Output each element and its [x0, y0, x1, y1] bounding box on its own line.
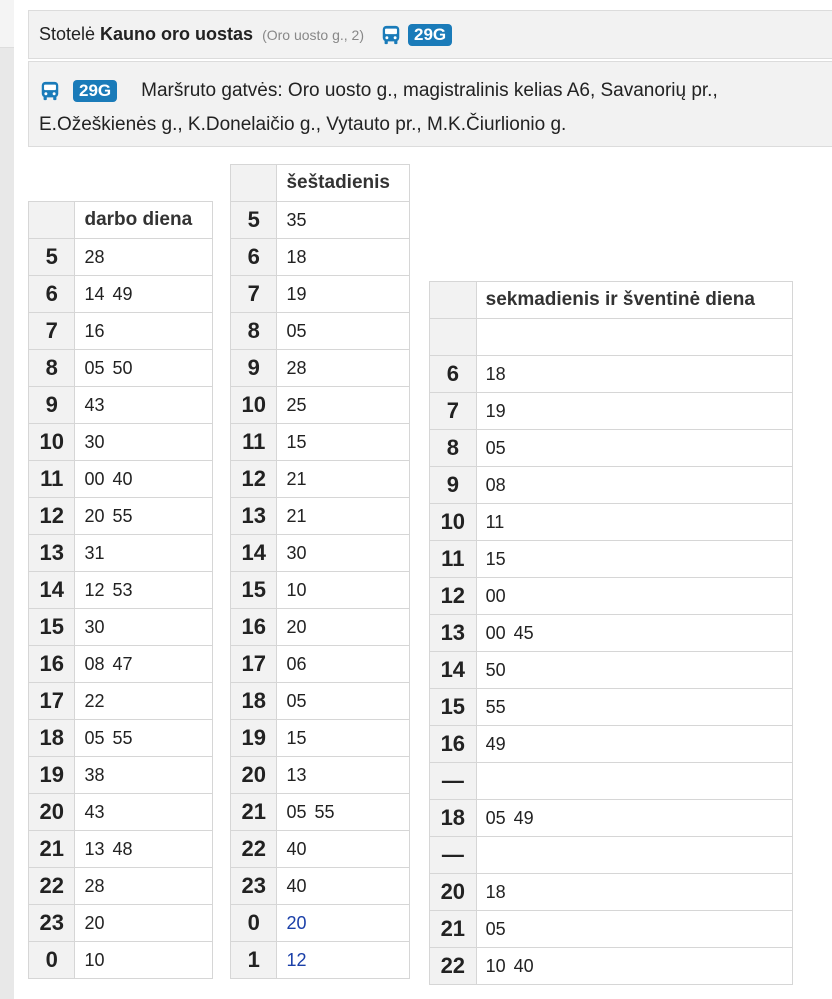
- hour-cell: 6: [29, 276, 75, 313]
- hour-cell: 20: [29, 794, 75, 831]
- hour-cell: 17: [231, 646, 277, 683]
- minutes-cell: [75, 239, 213, 276]
- timetable-saturday: [230, 164, 410, 979]
- timetable-row: [231, 239, 410, 276]
- minutes-cell: [75, 313, 213, 350]
- minutes-cell: [476, 541, 792, 578]
- departure-minute: 00: [84, 468, 105, 489]
- timetable-row: [29, 276, 213, 313]
- departure-minute: 12: [286, 949, 307, 970]
- timetable-row: [430, 319, 793, 356]
- departure-minute: 31: [84, 542, 105, 563]
- timetable-row: [430, 763, 793, 800]
- departure-minute: 53: [112, 579, 133, 600]
- departure-minute: 06: [286, 653, 307, 674]
- timetable-row: [430, 393, 793, 430]
- timetable-row: [29, 387, 213, 424]
- timetable-row: [29, 905, 213, 942]
- route-badge[interactable]: 29G: [73, 80, 117, 102]
- hour-cell: 15: [29, 609, 75, 646]
- timetable-row: [29, 313, 213, 350]
- hour-cell: 22: [430, 948, 477, 985]
- minutes-cell: [476, 467, 792, 504]
- day-type-header: šeštadienis: [277, 165, 410, 202]
- timetable-row: [430, 541, 793, 578]
- timetable-row: [231, 831, 410, 868]
- timetable-row: [430, 652, 793, 689]
- hour-cell: 18: [29, 720, 75, 757]
- hour-cell: 15: [430, 689, 477, 726]
- left-panel-notch: [0, 0, 14, 48]
- hour-cell: 14: [29, 572, 75, 609]
- timetable-row: [231, 350, 410, 387]
- hour-cell: 14: [231, 535, 277, 572]
- departure-minute: 18: [485, 363, 506, 384]
- minutes-cell: [476, 504, 792, 541]
- departure-minute: 50: [485, 659, 506, 680]
- minutes-cell: [75, 572, 213, 609]
- timetable-row: [430, 467, 793, 504]
- minutes-cell: [476, 652, 792, 689]
- minutes-cell: [277, 720, 410, 757]
- hour-cell: 21: [29, 831, 75, 868]
- hour-cell: 14: [430, 652, 477, 689]
- day-type-header: sekmadienis ir šventinė diena: [476, 282, 792, 319]
- timetable-row: [231, 313, 410, 350]
- timetable-row: [430, 504, 793, 541]
- timetable-row: [430, 837, 793, 874]
- minutes-cell: [476, 911, 792, 948]
- hour-cell: 19: [29, 757, 75, 794]
- timetable-row: [231, 461, 410, 498]
- hour-header: [231, 165, 277, 202]
- timetable-row: [29, 424, 213, 461]
- hour-cell: 6: [231, 239, 277, 276]
- departure-minute: 12: [84, 579, 105, 600]
- timetable-row: [430, 578, 793, 615]
- hour-cell: 10: [231, 387, 277, 424]
- minutes-cell: [75, 942, 213, 979]
- timetable-row: [231, 794, 410, 831]
- minutes-cell: [75, 276, 213, 313]
- hour-cell: 20: [231, 757, 277, 794]
- minutes-cell: [277, 942, 410, 979]
- timetable-row: [29, 942, 213, 979]
- departure-minute: 21: [286, 468, 307, 489]
- minutes-cell: [277, 683, 410, 720]
- timetable-row: [29, 831, 213, 868]
- hour-cell: 0: [231, 905, 277, 942]
- departure-minute: 19: [286, 283, 307, 304]
- hour-cell: 11: [231, 424, 277, 461]
- minutes-cell: [476, 615, 792, 652]
- timetable-sunday: [429, 281, 793, 985]
- departure-minute: 47: [112, 653, 133, 674]
- hour-cell: 18: [231, 683, 277, 720]
- departure-minute: 10: [485, 955, 506, 976]
- departure-minute: 19: [485, 400, 506, 421]
- hour-cell: 6: [430, 356, 477, 393]
- minutes-cell: [277, 461, 410, 498]
- minutes-cell: [476, 430, 792, 467]
- bus-icon: [39, 80, 61, 102]
- departure-minute: 05: [286, 320, 307, 341]
- departure-minute: 49: [485, 733, 506, 754]
- minutes-cell: [277, 424, 410, 461]
- hour-cell: —: [430, 763, 477, 800]
- minutes-cell: [277, 757, 410, 794]
- hour-cell: 13: [430, 615, 477, 652]
- hour-cell: 23: [29, 905, 75, 942]
- hour-header: [29, 202, 75, 239]
- departure-minute: 20: [84, 505, 105, 526]
- stop-address: (Oro uosto g., 2): [262, 26, 364, 43]
- departure-minute: 00: [485, 585, 506, 606]
- minutes-cell: [476, 874, 792, 911]
- minutes-cell: [277, 868, 410, 905]
- route-badge-link[interactable]: 29G: [408, 24, 452, 46]
- departure-minute: 13: [286, 764, 307, 785]
- hour-cell: 9: [231, 350, 277, 387]
- minutes-cell: [277, 905, 410, 942]
- departure-minute: 22: [84, 690, 105, 711]
- hour-cell: 5: [231, 202, 277, 239]
- timetable-row: [231, 720, 410, 757]
- timetable-row: [29, 757, 213, 794]
- minutes-cell: [75, 498, 213, 535]
- departure-minute: 11: [485, 511, 505, 532]
- minutes-cell: [476, 689, 792, 726]
- stop-header: [28, 10, 832, 59]
- hour-cell: 5: [29, 239, 75, 276]
- timetable-row: [231, 646, 410, 683]
- timetable-row: [430, 356, 793, 393]
- timetable-row: [231, 276, 410, 313]
- departure-minute: 28: [286, 357, 307, 378]
- departure-minute: 15: [485, 548, 506, 569]
- timetable-row: [231, 868, 410, 905]
- minutes-cell: [75, 720, 213, 757]
- hour-cell: 12: [231, 461, 277, 498]
- minutes-cell: [277, 202, 410, 239]
- hour-cell: 22: [29, 868, 75, 905]
- hour-cell: 8: [430, 430, 477, 467]
- departure-minute: 05: [84, 357, 105, 378]
- timetable-row: [231, 905, 410, 942]
- minutes-cell: [476, 726, 792, 763]
- minutes-cell: [476, 356, 792, 393]
- timetable-row: [430, 615, 793, 652]
- hour-cell: 8: [231, 313, 277, 350]
- hour-cell: 23: [231, 868, 277, 905]
- minutes-cell: [75, 683, 213, 720]
- departure-minute: 20: [286, 616, 307, 637]
- hour-cell: 0: [29, 942, 75, 979]
- departure-minute: 50: [112, 357, 133, 378]
- minutes-cell: [75, 609, 213, 646]
- departure-minute: 14: [84, 283, 105, 304]
- hour-cell: 18: [430, 800, 477, 837]
- departure-minute: 08: [84, 653, 105, 674]
- departure-minute: 30: [286, 542, 307, 563]
- timetable-row: [29, 609, 213, 646]
- timetable-row: [29, 720, 213, 757]
- departure-minute: 55: [314, 801, 335, 822]
- minutes-cell: [75, 350, 213, 387]
- minutes-cell: [476, 319, 792, 356]
- timetable-row: [29, 646, 213, 683]
- departure-minute: 10: [84, 949, 105, 970]
- departure-minute: 28: [84, 875, 105, 896]
- timetable-row: [430, 800, 793, 837]
- minutes-cell: [277, 239, 410, 276]
- timetable-row: [231, 609, 410, 646]
- timetable-row: [29, 572, 213, 609]
- minutes-cell: [75, 535, 213, 572]
- hour-cell: 7: [29, 313, 75, 350]
- hour-cell: 16: [231, 609, 277, 646]
- departure-minute: 48: [112, 838, 133, 859]
- departure-minute: 08: [485, 474, 506, 495]
- hour-cell: 10: [430, 504, 477, 541]
- timetable-row: [231, 424, 410, 461]
- timetable-row: [430, 911, 793, 948]
- minutes-cell: [277, 350, 410, 387]
- timetable-row: [231, 498, 410, 535]
- timetable-row: [231, 942, 410, 979]
- minutes-cell: [75, 905, 213, 942]
- timetable-row: [29, 868, 213, 905]
- timetable-row: [430, 689, 793, 726]
- minutes-cell: [277, 572, 410, 609]
- departure-minute: 40: [112, 468, 133, 489]
- minutes-cell: [476, 578, 792, 615]
- bus-icon: [380, 24, 402, 46]
- timetable-row: [29, 350, 213, 387]
- timetable-workday: [28, 201, 213, 979]
- minutes-cell: [476, 948, 792, 985]
- hour-cell: 9: [29, 387, 75, 424]
- minutes-cell: [75, 868, 213, 905]
- departure-minute: 20: [286, 912, 307, 933]
- hour-cell: 21: [231, 794, 277, 831]
- departure-minute: 55: [112, 505, 133, 526]
- timetable-row: [430, 874, 793, 911]
- departure-minute: 40: [513, 955, 534, 976]
- departure-minute: 38: [84, 764, 105, 785]
- timetable-row: [29, 239, 213, 276]
- departure-minute: 55: [485, 696, 506, 717]
- hour-cell: 20: [430, 874, 477, 911]
- timetable-row: [231, 387, 410, 424]
- departure-minute: 49: [112, 283, 133, 304]
- timetable-row: [231, 757, 410, 794]
- route-streets-line1: Maršruto gatvės: Oro uosto g., magistralinis kelias A6, Savanorių pr.,: [141, 80, 718, 101]
- departure-minute: 05: [485, 807, 506, 828]
- departure-minute: 15: [286, 727, 307, 748]
- hour-cell: 13: [29, 535, 75, 572]
- minutes-cell: [75, 794, 213, 831]
- timetable-row: [430, 948, 793, 985]
- route-info: [28, 61, 832, 147]
- departure-minute: 45: [513, 622, 534, 643]
- minutes-cell: [277, 535, 410, 572]
- hour-cell: 12: [430, 578, 477, 615]
- stop-name: Kauno oro uostas: [100, 24, 254, 44]
- timetable-row: [29, 498, 213, 535]
- departure-minute: 05: [485, 437, 506, 458]
- departure-minute: 28: [84, 246, 105, 267]
- hour-cell: 8: [29, 350, 75, 387]
- route-streets-line2: E.Ožeškienės g., K.Donelaičio g., Vytauto pr., M.K.Čiurlionio g.: [39, 114, 567, 135]
- hour-cell: 19: [231, 720, 277, 757]
- minutes-cell: [277, 609, 410, 646]
- minutes-cell: [476, 837, 792, 874]
- hour-cell: [430, 319, 477, 356]
- hour-cell: 7: [430, 393, 477, 430]
- hour-header: [430, 282, 477, 319]
- day-type-header: darbo diena: [75, 202, 213, 239]
- departure-minute: 25: [286, 394, 307, 415]
- minutes-cell: [277, 387, 410, 424]
- timetable-row: [29, 461, 213, 498]
- timetable-row: [231, 202, 410, 239]
- minutes-cell: [75, 424, 213, 461]
- hour-cell: 11: [430, 541, 477, 578]
- timetable-row: [231, 683, 410, 720]
- departure-minute: 30: [84, 616, 105, 637]
- departure-minute: 16: [84, 320, 105, 341]
- minutes-cell: [277, 313, 410, 350]
- minutes-cell: [75, 757, 213, 794]
- departure-minute: 05: [286, 801, 307, 822]
- hour-cell: 7: [231, 276, 277, 313]
- minutes-cell: [75, 831, 213, 868]
- minutes-cell: [277, 646, 410, 683]
- minutes-cell: [277, 794, 410, 831]
- hour-cell: 9: [430, 467, 477, 504]
- timetable-row: [231, 535, 410, 572]
- minutes-cell: [75, 646, 213, 683]
- hour-cell: 17: [29, 683, 75, 720]
- departure-minute: 21: [286, 505, 307, 526]
- timetable-row: [430, 726, 793, 763]
- departure-minute: 35: [286, 209, 307, 230]
- departure-minute: 43: [84, 801, 105, 822]
- timetable-row: [29, 683, 213, 720]
- departure-minute: 40: [286, 838, 307, 859]
- hour-cell: 10: [29, 424, 75, 461]
- minutes-cell: [476, 393, 792, 430]
- minutes-cell: [476, 763, 792, 800]
- timetable-row: [231, 572, 410, 609]
- hour-cell: 15: [231, 572, 277, 609]
- hour-cell: —: [430, 837, 477, 874]
- departure-minute: 18: [485, 881, 506, 902]
- departure-minute: 05: [286, 690, 307, 711]
- minutes-cell: [476, 800, 792, 837]
- departure-minute: 00: [485, 622, 506, 643]
- hour-cell: 1: [231, 942, 277, 979]
- departure-minute: 20: [84, 912, 105, 933]
- minutes-cell: [75, 461, 213, 498]
- departure-minute: 30: [84, 431, 105, 452]
- minutes-cell: [277, 498, 410, 535]
- departure-minute: 43: [84, 394, 105, 415]
- hour-cell: 13: [231, 498, 277, 535]
- left-panel-strip: [0, 0, 14, 999]
- departure-minute: 49: [513, 807, 534, 828]
- timetable-row: [29, 535, 213, 572]
- departure-minute: 13: [84, 838, 105, 859]
- departure-minute: 40: [286, 875, 307, 896]
- hour-cell: 21: [430, 911, 477, 948]
- stop-prefix: Stotelė: [39, 24, 96, 44]
- hour-cell: 16: [29, 646, 75, 683]
- departure-minute: 55: [112, 727, 133, 748]
- departure-minute: 05: [485, 918, 506, 939]
- timetable-row: [29, 794, 213, 831]
- hour-cell: 16: [430, 726, 477, 763]
- hour-cell: 11: [29, 461, 75, 498]
- departure-minute: 10: [286, 579, 307, 600]
- departure-minute: 15: [286, 431, 307, 452]
- minutes-cell: [277, 831, 410, 868]
- minutes-cell: [75, 387, 213, 424]
- minutes-cell: [277, 276, 410, 313]
- departure-minute: 18: [286, 246, 307, 267]
- timetable-row: [430, 430, 793, 467]
- hour-cell: 22: [231, 831, 277, 868]
- departure-minute: 05: [84, 727, 105, 748]
- hour-cell: 12: [29, 498, 75, 535]
